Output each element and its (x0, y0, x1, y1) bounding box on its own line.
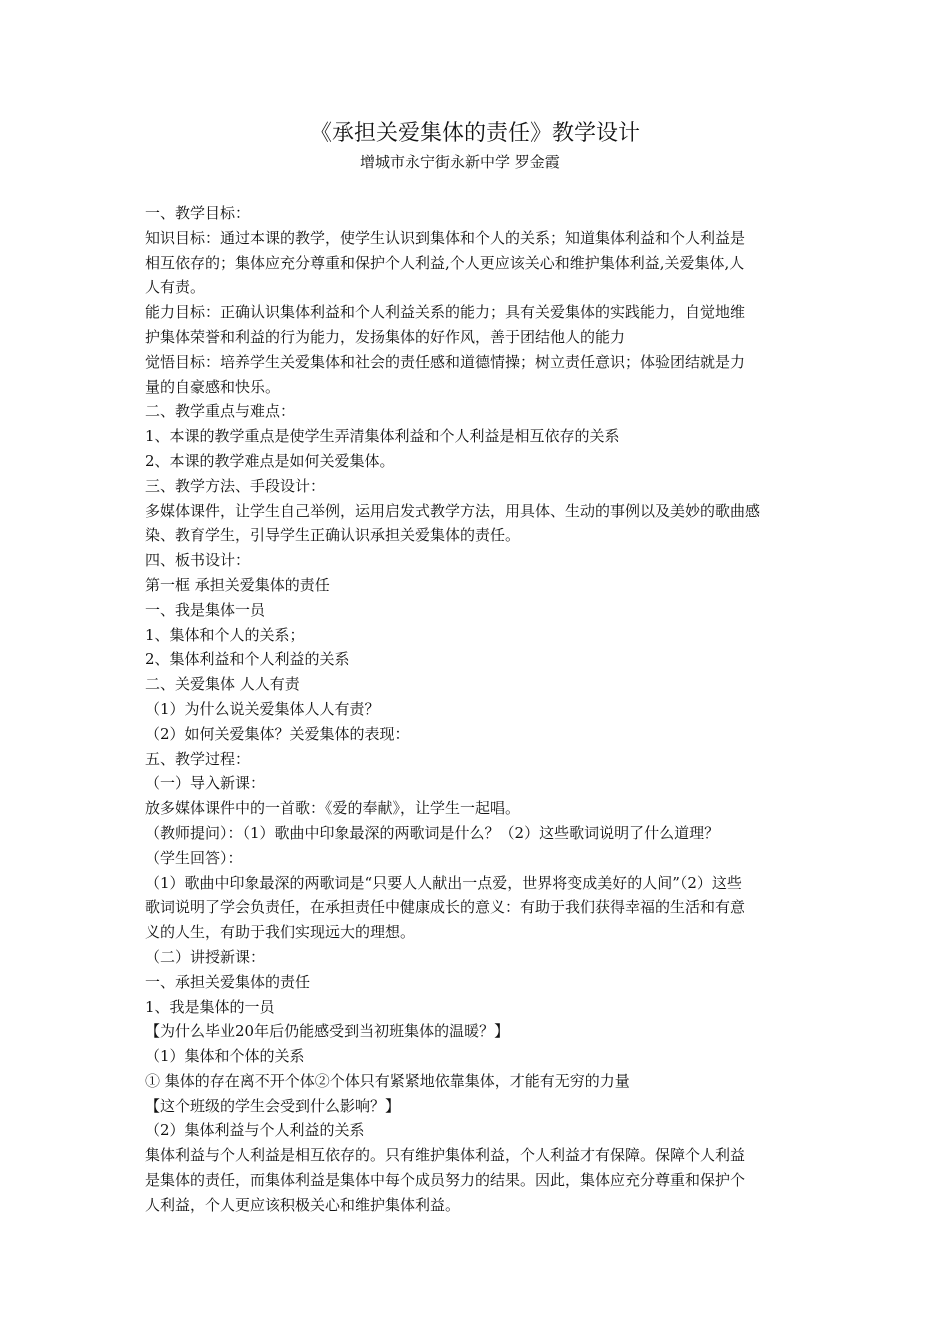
document-body (145, 201, 810, 1218)
body-line: 【这个班级的学生会受到什么影响？】 (145, 1096, 401, 1115)
body-line: 能力目标：正确认识集体利益和个人利益关系的能力；具有关爱集体的实践能力，自觉地维 (145, 303, 746, 322)
body-line: 义的人生，有助于我们实现远大的理想。 (145, 923, 416, 942)
body-line: 一、教学目标： (145, 204, 251, 222)
body-line: （二）讲授新课： (145, 947, 266, 966)
document-title: 《承担关爱集体的责任》教学设计 (309, 121, 640, 146)
body-line: 集体利益与个人利益是相互依存的。只有维护集体利益，个人利益才有保障。保障个人利益 (145, 1146, 746, 1165)
body-line: 三、教学方法、手段设计： (145, 476, 326, 495)
body-line: 放多媒体课件中的一首歌：《爱的奉献》，让学生一起唱。 (145, 799, 521, 818)
body-line: 是集体的责任，而集体利益是集体中每个成员努力的结果。因此，集体应充分尊重和保护个 (145, 1171, 746, 1190)
body-line: 1、本课的教学重点是使学生弄清集体利益和个人利益是相互依存的关系 (145, 427, 620, 446)
body-line: 二、关爱集体 人人有责 (145, 675, 300, 694)
body-line: ① 集体的存在离不开个体②个体只有紧紧地依靠集体，才能有无穷的力量 (145, 1071, 630, 1090)
body-line: 知识目标：通过本课的教学，使学生认识到集体和个人的关系；知道集体利益和个人利益是 (145, 228, 746, 247)
body-line: 【为什么毕业20年后仍能感受到当初班集体的温暖？】 (145, 1022, 510, 1041)
body-line: （一）导入新课： (145, 774, 266, 793)
body-line: （2）集体利益与个人利益的关系 (145, 1121, 365, 1140)
body-line: 染、教育学生，引导学生正确认识承担关爱集体的责任。 (145, 526, 521, 545)
body-line: （1）歌曲中印象最深的两歌词是“只要人人献出一点爱，世界将变成美好的人间”（2）这些 (145, 873, 742, 892)
body-line: （1）为什么说关爱集体人人有责？ (145, 699, 380, 718)
body-line: （2）如何关爱集体？关爱集体的表现： (145, 724, 410, 743)
body-line: 多媒体课件，让学生自己举例，运用启发式教学方法，用具体、生动的事例以及美妙的歌曲感 (145, 501, 761, 520)
body-line: 四、板书设计： (145, 551, 251, 570)
body-line: 1、集体和个人的关系； (145, 625, 305, 644)
body-line: （学生回答）： (145, 848, 243, 867)
body-line: 人有责。 (145, 278, 206, 297)
body-line: 五、教学过程： (145, 749, 251, 768)
body-line: 一、我是集体一员 (145, 600, 266, 619)
body-line: 歌词说明了学会负责任，在承担责任中健康成长的意义：有助于我们获得幸福的生活和有意 (145, 898, 746, 917)
body-line: 人利益，个人更应该积极关心和维护集体利益。 (145, 1195, 461, 1214)
body-line: 护集体荣誉和利益的行为能力，发扬集体的好作风，善于团结他人的能力 (145, 327, 626, 346)
body-line: 觉悟目标：培养学生关爱集体和社会的责任感和道德情操；树立责任意识；体验团结就是力 (145, 352, 746, 371)
body-line: 第一框 承担关爱集体的责任 (145, 575, 330, 594)
body-line: 1、我是集体的一员 (145, 997, 275, 1016)
body-line: 2、集体利益和个人利益的关系 (145, 650, 350, 669)
body-line: 量的自豪感和快乐。 (145, 377, 281, 396)
document-author: 增城市永宁街永新中学 罗金霞 (360, 153, 560, 171)
body-line: 一、承担关爱集体的责任 (145, 972, 311, 991)
body-line: （1）集体和个体的关系 (145, 1047, 305, 1066)
body-line: 2、本课的教学难点是如何关爱集体。 (145, 451, 395, 470)
body-line: 相互依存的；集体应充分尊重和保护个人利益,个人更应该关心和维护集体利益,关爱集体,人 (145, 253, 745, 272)
body-line: 二、教学重点与难点： (145, 402, 296, 421)
body-line: （教师提问）：（1）歌曲中印象最深的两歌词是什么？（2）这些歌词说明了什么道理？ (145, 823, 720, 842)
